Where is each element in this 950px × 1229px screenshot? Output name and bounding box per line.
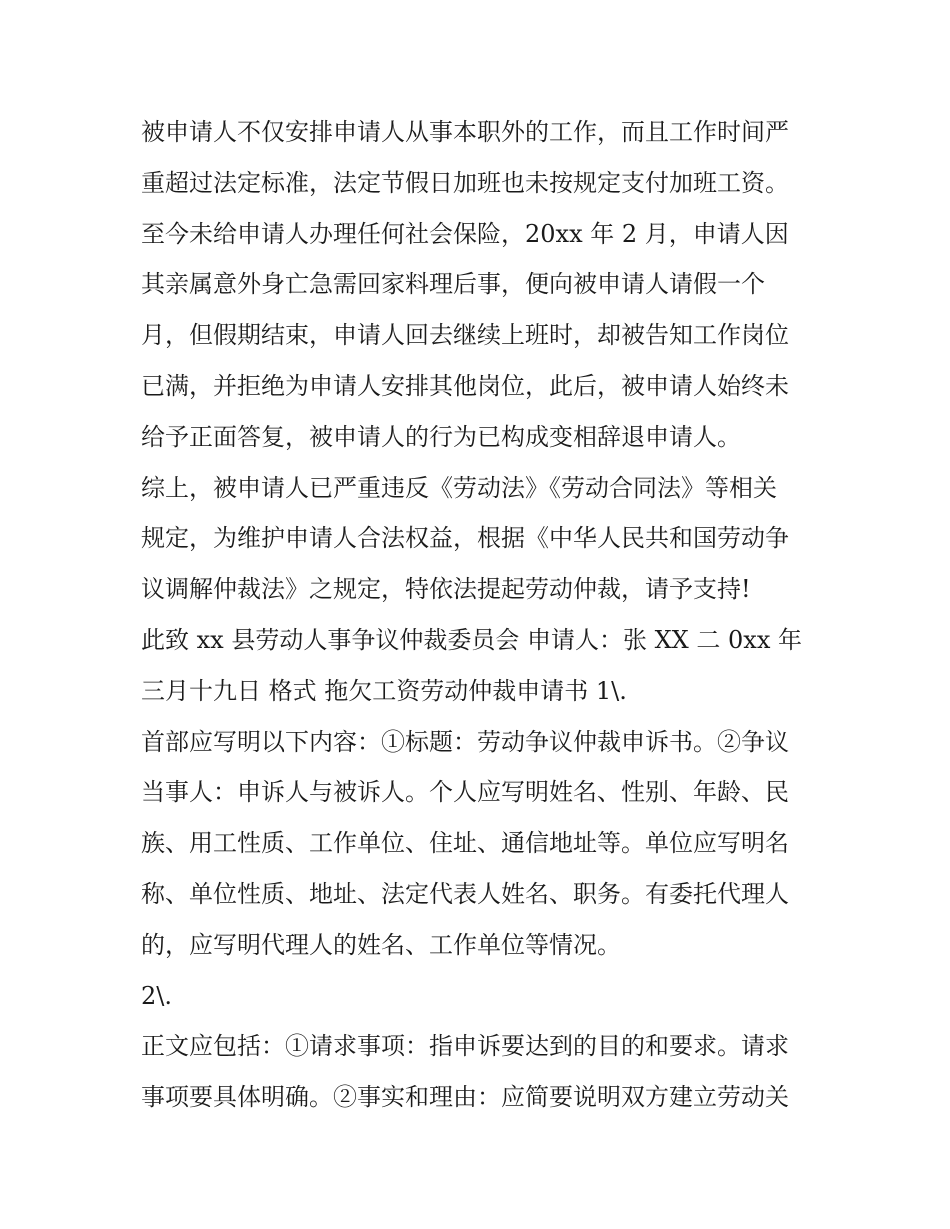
text-line: 族、用工性质、工作单位、住址、通信地址等。单位应写明名 — [141, 829, 789, 858]
text-line: 被申请人不仅安排申请人从事本职外的工作，而且工作时间严 — [141, 118, 789, 146]
text-line: 此致 xx 县劳动人事争议仲裁委员会 申请人：张 XX 二 0xx 年 — [141, 625, 802, 654]
text-line: 重超过法定标准，法定节假日加班也未按规定支付加班工资。 — [141, 168, 789, 197]
text-line: 当事人：申诉人与被诉人。个人应写明姓名、性别、年龄、民 — [141, 778, 789, 807]
text-line: 规定，为维护申请人合法权益，根据《中华人民共和国劳动争 — [141, 524, 789, 553]
text-line: 首部应写明以下内容：①标题：劳动争议仲裁申诉书。②争议 — [141, 727, 789, 756]
text-line: 综上，被申请人已严重违反《劳动法》《劳动合同法》等相关 — [141, 473, 777, 502]
text-line: 月，但假期结束，申请人回去继续上班时，却被告知工作岗位 — [141, 321, 789, 350]
text-line: 已满，并拒绝为申请人安排其他岗位，此后，被申请人始终未 — [141, 371, 789, 400]
text-line: 至今未给申请人办理任何社会保险，20xx 年 2 月，申请人因 — [141, 219, 789, 248]
text-line: 议调解仲裁法》之规定，特依法提起劳动仲裁，请予支持! — [141, 575, 751, 604]
text-line: 的，应写明代理人的姓名、工作单位等情况。 — [141, 930, 621, 959]
body-text — [141, 107, 821, 1123]
text-line: 给予正面答复，被申请人的行为已构成变相辞退申请人。 — [141, 422, 741, 451]
text-line: 三月十九日 格式 拖欠工资劳动仲裁申请书 1\. — [141, 676, 627, 705]
text-line: 正文应包括：①请求事项：指申诉要达到的目的和要求。请求 — [141, 1032, 789, 1061]
text-line: 其亲属意外身亡急需回家料理后事，便向被申请人请假一个 — [141, 270, 765, 299]
text-line: 称、单位性质、地址、法定代表人姓名、职务。有委托代理人 — [141, 879, 789, 908]
text-line: 2\. — [141, 981, 172, 1010]
text-line: 事项要具体明确。②事实和理由：应简要说明双方建立劳动关 — [141, 1083, 789, 1112]
